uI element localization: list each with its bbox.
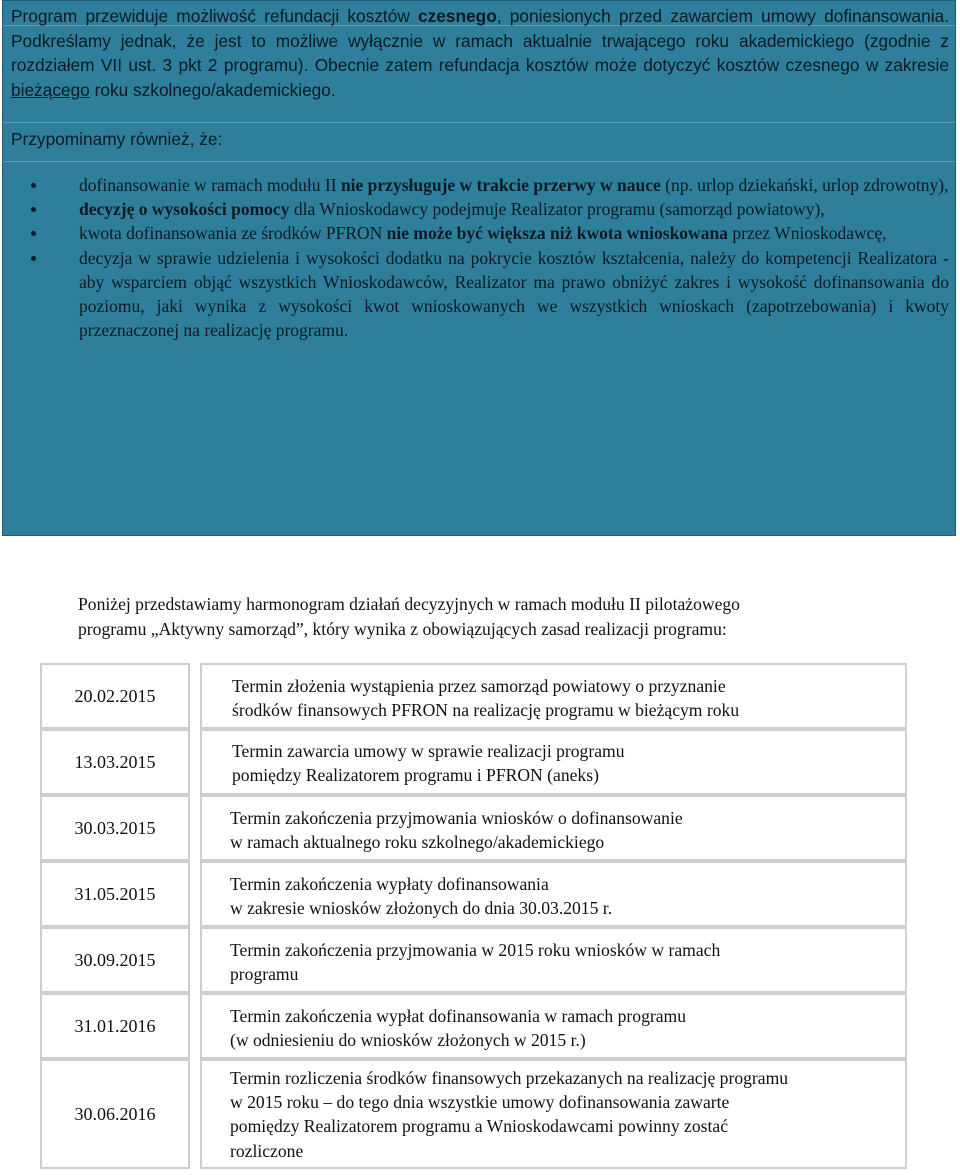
- date-cell: 20.02.2015: [40, 663, 190, 729]
- description-cell: [200, 795, 907, 861]
- paragraph-underline: bieżącego: [11, 79, 90, 100]
- description-line: Termin rozliczenia środków finansowych przekazanych na realizację programu: [230, 1068, 789, 1088]
- description-cell: [200, 927, 907, 993]
- list-item-text: (np. urlop dziekański, urlop zdrowotny),: [660, 175, 949, 195]
- description-line: w ramach aktualnego roku szkolnego/akademickiego: [230, 832, 605, 853]
- paragraph-text: Program przewiduje możliwość refundacji kosztów: [11, 6, 419, 26]
- list-item-text: przez Wnioskodawcę,: [727, 223, 887, 244]
- list-item-bold: nie przysługuje w trakcie przerwy w nauce: [340, 175, 661, 195]
- list-item: [3, 246, 957, 343]
- divider: [3, 122, 955, 123]
- description-line: Termin złożenia wystąpienia przez samorząd powiatowy o przyznanie: [232, 676, 726, 696]
- list-item-text: kwota dofinansowania ze środków PFRON: [79, 223, 387, 244]
- intro-line: programu „Aktywny samorząd”, który wynika z obowiązujących zasad realizacji programu:: [78, 618, 727, 639]
- reminder-text: Przypominamy również, że:: [11, 129, 223, 149]
- reminder-list: [3, 173, 957, 342]
- paragraph-bold: czesnego: [418, 6, 497, 26]
- description-cell: [200, 861, 907, 927]
- date-cell: 30.06.2016: [40, 1059, 190, 1169]
- list-item-text: decyzja w sprawie udzielenia i wysokości dodatku na pokrycie kosztów kształcenia, należy do kompetencji Realizatora - aby wsparciem objąć wszystkich Wnioskodawców, Realizator ma prawo obniżyć zakres i wysokość dofinansowania do poziomu, jaki wynika z wysokości kwot wnioskowanych we wszystkich wnioskach (zapotrzebowania) i kwoty przeznaczonej na realizację programu.: [79, 247, 949, 341]
- date-cell: 30.09.2015: [40, 927, 190, 993]
- bullet-icon: [31, 231, 36, 236]
- list-item: [3, 173, 957, 197]
- description-line: w 2015 roku – do tego dnia wszystkie umowy dofinansowania zawarte: [230, 1092, 730, 1113]
- list-item-bold: nie może być większa niż kwota wnioskowana: [386, 223, 728, 244]
- description-line: programu: [230, 964, 299, 985]
- list-item-text: dofinansowanie w ramach modułu II: [79, 175, 341, 195]
- description-line: pomiędzy Realizatorem programu i PFRON (aneks): [232, 765, 599, 786]
- description-line: rozliczone: [230, 1140, 304, 1161]
- date-cell: 13.03.2015: [40, 729, 190, 795]
- description-line: środków finansowych PFRON na realizację programu w bieżącym roku: [232, 700, 740, 721]
- description-line: Termin zakończenia wypłaty dofinansowania: [230, 874, 549, 894]
- divider: [3, 161, 955, 162]
- info-box: [2, 0, 956, 536]
- description-line: Termin zawarcia umowy w sprawie realizacji programu: [232, 741, 625, 761]
- bullet-icon: [31, 207, 36, 212]
- refund-paragraph: [11, 4, 949, 102]
- description-line: pomiędzy Realizatorem programu a Wnioskodawcami powinny zostać: [230, 1116, 729, 1137]
- list-item-bold: decyzję o wysokości pomocy: [79, 199, 290, 220]
- intro-line: Poniżej przedstawiamy harmonogram działań decyzyjnych w ramach modułu II pilotażowego: [78, 594, 740, 614]
- bullet-icon: [31, 183, 36, 188]
- description-cell: [200, 729, 907, 795]
- list-item: [3, 197, 957, 221]
- description-cell: [200, 1059, 907, 1169]
- description-line: (w odniesieniu do wniosków złożonych w 2015 r.): [230, 1030, 586, 1051]
- date-cell: 31.05.2015: [40, 861, 190, 927]
- description-line: Termin zakończenia przyjmowania w 2015 roku wniosków w ramach: [230, 940, 721, 960]
- paragraph-text: , poniesionych przed zawarciem umowy dofinansowania. Podkreślamy jednak, że jest to możliwe wyłącznie w ramach aktualnie trwającego roku akademickiego (zgodnie z rozdziałem VII ust. 3 pkt 2 programu). Obecnie zatem refundacja kosztów może dotyczyć kosztów czesnego w zakresie: [11, 6, 949, 75]
- paragraph-text: roku szkolnego/akademickiego.: [89, 79, 336, 100]
- bullet-icon: [31, 256, 36, 261]
- list-item: [3, 221, 957, 245]
- description-line: Termin zakończenia wypłat dofinansowania w ramach programu: [230, 1006, 687, 1026]
- description-cell: [200, 993, 907, 1059]
- description-line: w zakresie wniosków złożonych do dnia 30.03.2015 r.: [230, 898, 613, 919]
- description-cell: [200, 663, 907, 729]
- date-cell: 31.01.2016: [40, 993, 190, 1059]
- date-cell: 30.03.2015: [40, 795, 190, 861]
- description-line: Termin zakończenia przyjmowania wniosków o dofinansowanie: [230, 808, 683, 828]
- schedule-intro: [78, 592, 878, 641]
- list-item-text: dla Wnioskodawcy podejmuje Realizator programu (samorząd powiatowy),: [289, 199, 825, 220]
